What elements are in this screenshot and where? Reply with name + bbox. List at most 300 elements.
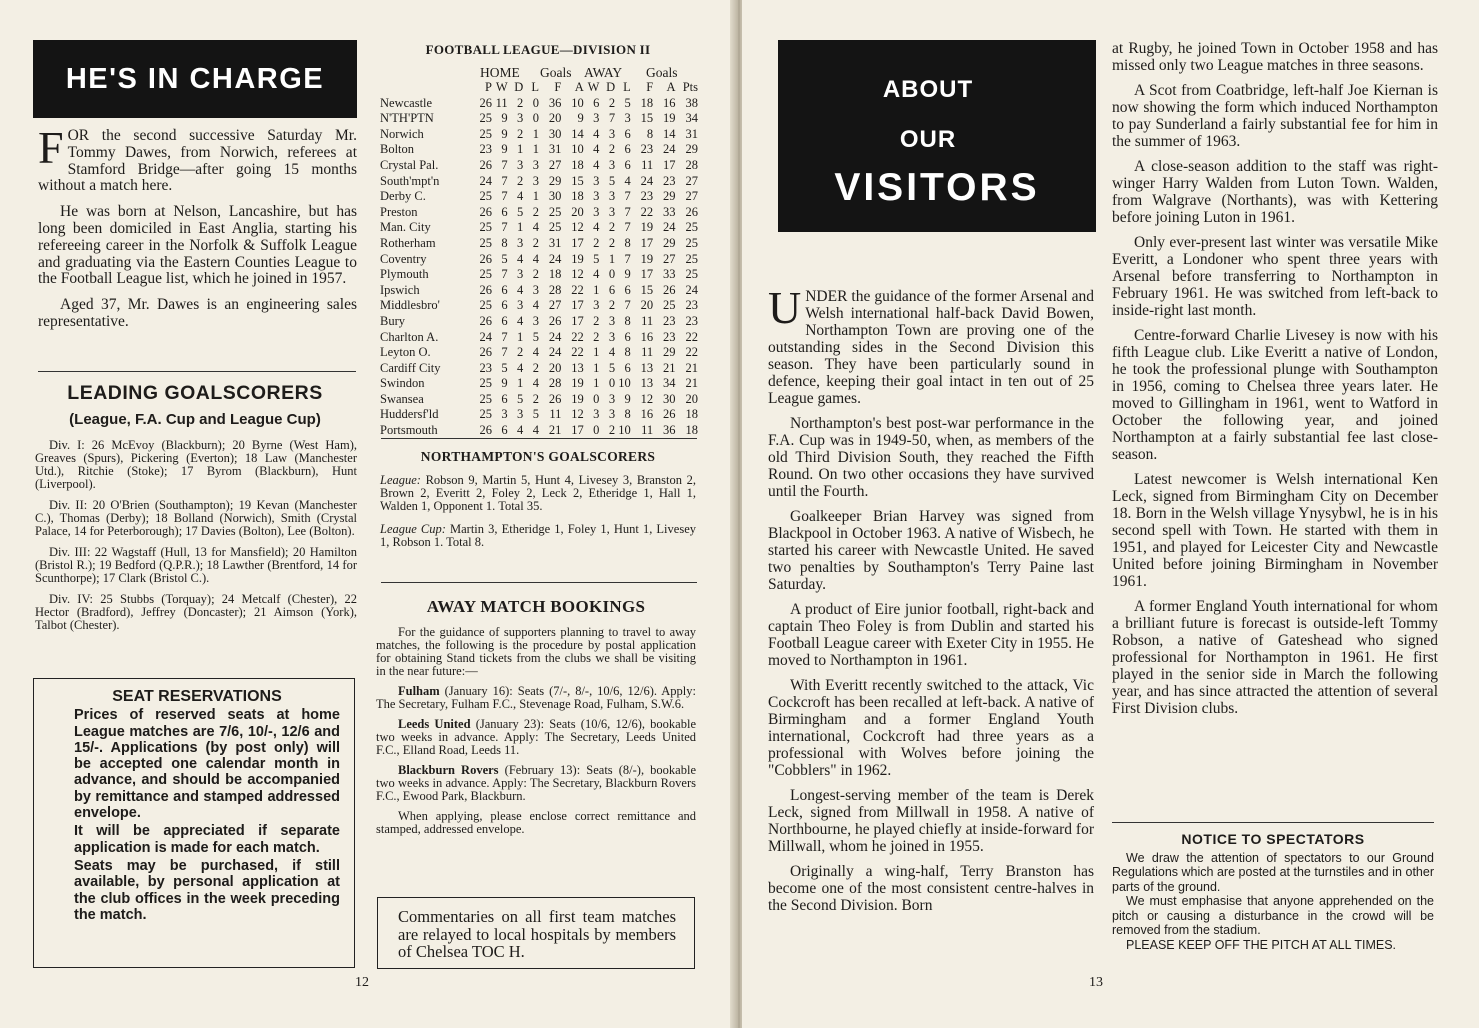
visitors-col2-paragraph-3: A close-season addition to the staff was right-winger Harry Walden from Luton Town. Walden, from Walgrave (Northants), was with Kettering before joining Luton in 1961. <box>1112 158 1438 226</box>
table-cell: 12 <box>571 220 584 235</box>
table-cell: 4 <box>532 376 539 391</box>
table-cell: 4 <box>593 267 600 282</box>
table-cell: 4 <box>593 142 600 157</box>
table-cell: 17 <box>571 313 584 328</box>
table-cell: 3 <box>593 111 600 126</box>
table-cell: 25 <box>548 220 562 235</box>
table-cell: 1 <box>593 282 600 297</box>
notice-paragraph-3: PLEASE KEEP OFF THE PITCH AT ALL TIMES. <box>1126 937 1397 952</box>
table-cell: 29 <box>663 235 676 250</box>
table-cell: 18 <box>548 267 562 282</box>
header-away: AWAY <box>584 65 623 80</box>
table-cell: 6 <box>624 157 631 172</box>
table-row <box>380 189 698 205</box>
table-cell: 3 <box>608 313 616 328</box>
div4-scorers: Div. IV: 25 Stubbs (Torquay); 24 Metcalf (Chester), 22 Hector (Bradford), Jeffrey (Doncaster); 21 Aimson (York), Talbot (Chester). <box>35 592 357 632</box>
visitors-paragraph-4: A product of Eire junior football, right-back and captain Theo Foley is from Dublin and started his Football League career with Exeter City in 1955. He moved to Northampton in 1961. <box>768 601 1094 669</box>
table-cell: 38 <box>685 95 698 110</box>
visitors-column-2 <box>1112 40 1438 717</box>
notice-paragraph-2: We must emphasise that anyone apprehended on the pitch or causing a disturbance in the crowd will be removed from the stadium. <box>1112 894 1434 937</box>
table-cell: 3 <box>517 111 524 126</box>
referee-paragraph-1: FOR the second successive Saturday Mr. Tommy Dawes, from Norwich, referees at Stamford Bridge—after going 15 months without a match here. <box>38 122 357 195</box>
table-cell: 3 <box>517 298 524 313</box>
table-cell: 25 <box>479 126 492 141</box>
table-cell: 22 <box>685 345 698 360</box>
column-header: L <box>531 80 539 94</box>
table-row <box>380 330 698 346</box>
table-cell: 21 <box>663 360 676 375</box>
table-cell: 11 <box>641 157 654 172</box>
column-header: W <box>495 80 508 94</box>
blackburn-booking: Blackburn Rovers (February 13): Seats (8/-), bookable two weeks in advance. Apply: The Secretary, Blackburn Rovers F.C., Ewood Park, Blackburn. <box>376 763 697 803</box>
table-cell: 2 <box>593 329 600 344</box>
team-name: Bury <box>380 313 405 328</box>
visitors-col2-paragraph-2: A Scot from Coatbridge, left-half Joe Kiernan is now showing the form which induced Northampton to pay Sunderland a fairly substantial fee for him in the summer of 1963. <box>1112 82 1438 150</box>
table-row <box>380 298 698 314</box>
table-cell: 22 <box>685 329 698 344</box>
table-cell: 25 <box>479 298 492 313</box>
seat-reservations-box <box>33 678 355 968</box>
table-row <box>380 220 698 236</box>
table-cell: 8 <box>624 407 631 422</box>
table-cell: 4 <box>593 157 600 172</box>
table-cell: 23 <box>479 360 492 375</box>
visitors-col2-paragraph-6: Latest newcomer is Welsh international Ken Leck, signed from Birmingham City on December 18. Born in the Welsh village Ynysybwl, he is in his second spell with Town. He started with them in 1951, and played for Leicester City and Newcastle United before joining Birmingham in November 1961. <box>1112 471 1438 590</box>
table-cell: 16 <box>640 407 654 422</box>
table-cell: 29 <box>663 345 676 360</box>
dropcap-f: F <box>38 122 64 173</box>
table-cell: 1 <box>593 345 600 360</box>
divider <box>38 371 356 372</box>
table-cell: 5 <box>501 251 508 266</box>
table-cell: 3 <box>532 313 539 328</box>
table-cell: 36 <box>548 95 562 110</box>
table-cell: 10 <box>571 142 584 157</box>
team-name: Swindon <box>380 376 425 391</box>
seat-reservations-p2: It will be appreciated if separate application is made for each match. <box>74 823 340 856</box>
table-cell: 0 <box>593 391 600 406</box>
team-name: Ipswich <box>380 282 420 297</box>
table-cell: 26 <box>479 423 492 438</box>
table-cell: 19 <box>640 220 654 235</box>
visitors-paragraph-3: Goalkeeper Brian Harvey was signed from Blackpool in October 1963. A native of Wisbech, he started his career with Newcastle United. He saved two penalties by Southampton's Terry Paine last Saturday. <box>768 508 1094 593</box>
table-cell: 3 <box>608 204 616 219</box>
banner-line-visitors: VISITORS <box>834 166 1040 209</box>
away-bookings-closing: When applying, please enclose correct remittance and stamped, addressed envelope. <box>376 809 696 836</box>
table-cell: 15 <box>571 173 584 188</box>
table-cell: 0 <box>532 95 539 110</box>
team-name: Portsmouth <box>380 423 438 438</box>
table-cell: 1 <box>517 220 524 235</box>
league-table-title: FOOTBALL LEAGUE—DIVISION II <box>425 42 651 57</box>
team-name: Norwich <box>380 126 424 141</box>
table-cell: 18 <box>571 189 584 204</box>
team-header-cell <box>380 80 470 96</box>
header-goals-away: Goals <box>646 65 678 80</box>
goalscorers-title: LEADING GOALSCORERS <box>67 382 323 404</box>
table-cell: 2 <box>532 267 539 282</box>
table-row <box>380 142 698 158</box>
table-cell: 17 <box>640 267 654 282</box>
table-cell: 25 <box>479 376 492 391</box>
visitors-col2-paragraph-4: Only ever-present last winter was versatile Mike Everitt, a Londoner who spent three years with Arsenal before transferring to Northampton in February 1961. He was switched from left-back to inside-right last month. <box>1112 234 1438 319</box>
table-cell: 7 <box>624 298 631 313</box>
table-cell: 5 <box>624 95 631 110</box>
league-table-group-headers <box>380 65 696 81</box>
table-cell: 20 <box>548 111 562 126</box>
table-cell: 15 <box>640 282 654 297</box>
table-cell: 4 <box>593 126 600 141</box>
table-row <box>380 111 698 127</box>
table-cell: 11 <box>495 95 508 110</box>
table-cell: 23 <box>663 313 676 328</box>
table-cell: 30 <box>663 391 676 406</box>
table-cell: 29 <box>685 142 698 157</box>
table-row <box>380 267 698 283</box>
table-cell: 25 <box>548 204 562 219</box>
team-name: Middlesbro' <box>380 298 440 313</box>
commentaries-text: Commentaries on all first team matches are relayed to local hospitals by members of Chelsea TOC H. <box>398 907 676 961</box>
table-cell: 2 <box>608 220 616 235</box>
table-cell: 3 <box>608 329 616 344</box>
table-cell: 17 <box>571 423 584 438</box>
table-cell: 6 <box>501 282 508 297</box>
table-cell: 13 <box>571 360 584 375</box>
table-cell: 10 <box>571 95 584 110</box>
table-cell: 0 <box>593 423 600 438</box>
table-cell: 6 <box>624 360 631 375</box>
table-row <box>380 127 698 143</box>
hes-in-charge-banner <box>33 40 357 118</box>
table-cell: 18 <box>685 423 698 438</box>
table-cell: 19 <box>640 251 654 266</box>
table-cell: 27 <box>548 298 562 313</box>
table-row <box>380 174 698 190</box>
table-cell: 11 <box>641 345 654 360</box>
left-page <box>0 0 736 1028</box>
table-cell: 31 <box>685 126 698 141</box>
table-row <box>380 158 698 174</box>
table-cell: 26 <box>479 204 492 219</box>
table-row <box>380 423 698 439</box>
table-cell: 23 <box>479 142 492 157</box>
table-cell: 3 <box>608 189 616 204</box>
table-cell: 9 <box>501 111 508 126</box>
table-cell: 22 <box>571 329 584 344</box>
team-name: South'mpt'n <box>380 173 440 188</box>
team-name: Leyton O. <box>380 345 431 360</box>
table-cell: 4 <box>624 173 631 188</box>
table-cell: 1 <box>532 126 539 141</box>
table-cell: 3 <box>608 391 616 406</box>
team-name: Cardiff City <box>380 360 441 375</box>
visitors-paragraph-6: Longest-serving member of the team is Derek Leck, signed from Millwall in 1958. A native of Northbourne, he played chiefly at inside-forward for Millwall, whom he joined in 1955. <box>768 787 1094 855</box>
table-cell: 4 <box>532 220 539 235</box>
column-header: D <box>606 80 616 94</box>
team-name: Crystal Pal. <box>380 157 439 172</box>
team-name: Newcastle <box>380 95 433 110</box>
right-page <box>742 0 1479 1028</box>
table-cell: 23 <box>663 329 676 344</box>
table-cell: 24 <box>479 329 492 344</box>
table-cell: 25 <box>479 407 492 422</box>
team-name: Coventry <box>380 251 427 266</box>
table-cell: 34 <box>663 376 676 391</box>
table-cell: 4 <box>517 282 524 297</box>
divider <box>1112 822 1434 823</box>
table-cell: 28 <box>548 282 562 297</box>
table-cell: 2 <box>608 423 616 438</box>
referee-paragraph-2: He was born at Nelson, Lancashire, but has long been domiciled in East Anglia, starting his refereeing career in the Norfolk & Suffolk League and graduating via the Eastern Counties League to the Football League list, which he joined in 1957. <box>38 203 357 288</box>
table-cell: 4 <box>517 313 524 328</box>
table-cell: 12 <box>571 267 584 282</box>
table-cell: 5 <box>517 391 524 406</box>
table-cell: 24 <box>548 251 562 266</box>
table-cell: 7 <box>624 220 631 235</box>
table-cell: 4 <box>532 423 539 438</box>
column-header: P <box>485 80 492 94</box>
table-cell: 7 <box>608 111 616 126</box>
column-header: F <box>554 80 562 94</box>
table-cell: 25 <box>685 220 698 235</box>
table-cell: 18 <box>685 407 698 422</box>
table-cell: 1 <box>532 189 539 204</box>
table-cell: 3 <box>593 407 600 422</box>
table-cell: 26 <box>479 157 492 172</box>
table-row <box>380 283 698 299</box>
table-cell: 3 <box>532 282 539 297</box>
table-cell: 2 <box>532 360 539 375</box>
northampton-scorers-title: NORTHAMPTON'S GOALSCORERS <box>420 449 656 464</box>
table-cell: 10 <box>618 376 631 391</box>
table-cell: 5 <box>501 360 508 375</box>
div3-scorers: Div. III: 22 Wagstaff (Hull, 13 for Mansfield); 20 Hamilton (Bristol R.); 19 Bedford (Q.P.R.); 18 Lawther (Brentford, 14 for Scunthorpe); 17 Clark (Bristol C.). <box>35 545 357 585</box>
divider <box>381 438 697 439</box>
table-cell: 19 <box>663 111 676 126</box>
table-cell: 3 <box>517 267 524 282</box>
table-cell: 25 <box>685 235 698 250</box>
table-row <box>380 345 698 361</box>
table-cell: 24 <box>663 142 676 157</box>
table-cell: 21 <box>685 360 698 375</box>
table-cell: 19 <box>571 391 584 406</box>
table-cell: 4 <box>517 251 524 266</box>
table-row <box>380 376 698 392</box>
team-name: Man. City <box>380 220 431 235</box>
table-cell: 6 <box>624 126 631 141</box>
table-cell: 26 <box>548 391 562 406</box>
banner-line-about: ABOUT <box>882 76 974 103</box>
table-cell: 29 <box>663 189 676 204</box>
table-cell: 26 <box>479 282 492 297</box>
table-row <box>380 205 698 221</box>
table-cell: 14 <box>663 126 676 141</box>
table-cell: 14 <box>571 126 584 141</box>
table-cell: 26 <box>548 313 562 328</box>
column-header: F <box>646 80 654 94</box>
table-cell: 2 <box>593 235 600 250</box>
table-cell: 3 <box>593 189 600 204</box>
team-name: Bolton <box>380 142 415 157</box>
northampton-scorers-text <box>380 474 696 549</box>
table-cell: 36 <box>663 423 676 438</box>
table-cell: 21 <box>685 376 698 391</box>
table-cell: 0 <box>532 111 539 126</box>
table-cell: 1 <box>517 142 524 157</box>
table-cell: 19 <box>571 376 584 391</box>
table-cell: 3 <box>517 235 524 250</box>
table-cell: 3 <box>532 173 539 188</box>
table-cell: 11 <box>641 313 654 328</box>
table-cell: 7 <box>624 204 631 219</box>
table-cell: 29 <box>548 173 562 188</box>
league-table-header-row <box>380 80 698 96</box>
goalscorers-subtitle: (League, F.A. Cup and League Cup) <box>69 411 321 428</box>
table-cell: 3 <box>593 204 600 219</box>
table-cell: 2 <box>532 204 539 219</box>
table-cell: 9 <box>577 111 584 126</box>
table-cell: 23 <box>685 298 698 313</box>
table-row <box>380 407 698 423</box>
table-row <box>380 96 698 112</box>
table-cell: 2 <box>608 298 616 313</box>
table-cell: 5 <box>608 360 616 375</box>
table-cell: 31 <box>548 235 562 250</box>
northampton-cup-scorers: League Cup: Martin 3, Etheridge 1, Foley 1, Hunt 1, Livesey 1, Robson 1. Total 8. <box>380 522 696 549</box>
table-cell: 4 <box>517 360 524 375</box>
table-cell: 6 <box>624 142 631 157</box>
table-cell: 7 <box>501 345 508 360</box>
table-cell: 2 <box>517 126 524 141</box>
table-cell: 4 <box>608 345 616 360</box>
table-cell: 9 <box>624 267 631 282</box>
table-cell: 13 <box>640 376 654 391</box>
table-cell: 26 <box>479 313 492 328</box>
table-cell: 25 <box>685 251 698 266</box>
visitors-paragraph-1: UNDER the guidance of the former Arsenal and Welsh international half-back David Bowen, Northampton Town are proving one of the outstanding sides in the Second Division this season. They have been particularly sound in defence, keeping their goal intact in ten out of 25 League games. <box>768 282 1094 407</box>
table-cell: 7 <box>501 157 508 172</box>
team-name: Derby C. <box>380 189 426 204</box>
table-cell: 20 <box>571 204 584 219</box>
table-cell: 3 <box>608 126 616 141</box>
seat-reservations-title: SEAT RESERVATIONS <box>112 688 282 705</box>
table-cell: 1 <box>593 360 600 375</box>
table-cell: 9 <box>624 391 631 406</box>
team-name: Rotherham <box>380 235 436 250</box>
table-cell: 26 <box>685 204 698 219</box>
table-cell: 25 <box>479 111 492 126</box>
table-cell: 24 <box>663 220 676 235</box>
about-our-visitors-banner <box>778 40 1096 232</box>
divider <box>381 582 697 583</box>
table-cell: 2 <box>517 345 524 360</box>
table-cell: 4 <box>593 220 600 235</box>
banner-line-our: OUR <box>899 126 957 153</box>
team-name: Swansea <box>380 391 424 406</box>
team-name: Huddersf'ld <box>380 407 439 422</box>
table-cell: 4 <box>517 189 524 204</box>
table-cell: 23 <box>663 173 676 188</box>
table-cell: 22 <box>571 345 584 360</box>
table-cell: 6 <box>501 298 508 313</box>
table-cell: 1 <box>517 376 524 391</box>
table-cell: 25 <box>479 235 492 250</box>
header-goals-home: Goals <box>540 65 572 80</box>
northampton-league-scorers: League: Robson 9, Martin 5, Hunt 4, Livesey 3, Branston 2, Brown 2, Everitt 2, Foley 2, Leck 2, Etheridge 1, Hall 1, Walden 1, Opponent 1. Total 35. <box>380 473 696 513</box>
table-cell: 3 <box>517 407 524 422</box>
away-bookings-title: AWAY MATCH BOOKINGS <box>426 597 646 616</box>
team-name: N'TH'PTN <box>380 111 434 126</box>
visitors-col2-paragraph-1: at Rugby, he joined Town in October 1958 and has missed only two League matches in three seasons. <box>1112 40 1438 74</box>
table-cell: 25 <box>479 267 492 282</box>
table-cell: 6 <box>624 329 631 344</box>
table-cell: 26 <box>479 251 492 266</box>
page-number-left: 12 <box>355 975 369 990</box>
table-cell: 7 <box>624 189 631 204</box>
notice-title: NOTICE TO SPECTATORS <box>1181 831 1365 847</box>
table-cell: 27 <box>685 189 698 204</box>
goalscorers-list <box>35 439 357 632</box>
table-cell: 7 <box>501 173 508 188</box>
table-cell: 26 <box>663 282 676 297</box>
table-cell: 26 <box>479 345 492 360</box>
table-cell: 3 <box>608 157 616 172</box>
table-cell: 1 <box>532 142 539 157</box>
table-cell: 8 <box>624 313 631 328</box>
table-cell: 23 <box>640 189 654 204</box>
hes-in-charge-title: HE'S IN CHARGE <box>65 62 325 95</box>
div2-scorers: Div. II: 20 O'Brien (Southampton); 19 Kevan (Manchester C.), Thomas (Derby); 18 Bolland (Norwich), Smith (Crystal Palace, 14 for Peterborough); 17 Davies (Bolton), Lee (Bolton). <box>35 498 357 538</box>
table-cell: 20 <box>548 360 562 375</box>
notice-to-spectators <box>1112 832 1434 952</box>
leeds-booking: Leeds United (January 23): Seats (10/6, 12/6), bookable two weeks in advance. Apply: The Secretary, Leeds United F.C., Elland Road, Leeds 11. <box>376 717 696 757</box>
table-cell: 9 <box>501 126 508 141</box>
table-cell: 3 <box>593 173 600 188</box>
table-cell: 3 <box>593 298 600 313</box>
table-cell: 25 <box>479 189 492 204</box>
table-cell: 7 <box>501 329 508 344</box>
table-cell: 8 <box>501 235 508 250</box>
table-cell: 3 <box>624 111 631 126</box>
table-cell: 2 <box>608 235 616 250</box>
table-cell: 0 <box>608 267 616 282</box>
column-header: A <box>666 80 676 94</box>
visitors-col2-paragraph-5: Centre-forward Charlie Livesey is now with his fifth League club. Like Everitt a native of London, he took the professional plunge with Southampton in 1956, coming to Chelsea three years later. He moved to Gillingham in 1961, went to Watford in October the following year, and joined Northampton at a fairly substantial fee last close-season. <box>1112 327 1438 463</box>
table-cell: 18 <box>571 157 584 172</box>
column-header: A <box>574 80 584 94</box>
table-cell: 25 <box>685 267 698 282</box>
visitors-paragraph-5: With Everitt recently switched to the attack, Vic Cockcroft has been recalled at left-back. A native of Birmingham and a former England Youth international, Cockcroft had three years as a professional with Wolves before joining the "Cobblers" in 1962. <box>768 677 1094 779</box>
table-cell: 30 <box>548 126 562 141</box>
table-cell: 28 <box>548 376 562 391</box>
table-cell: 24 <box>548 345 562 360</box>
table-cell: 20 <box>685 391 698 406</box>
table-cell: 4 <box>532 298 539 313</box>
table-cell: 17 <box>571 235 584 250</box>
table-cell: 1 <box>593 376 600 391</box>
table-cell: 10 <box>618 423 631 438</box>
page-number-right: 13 <box>1089 975 1103 990</box>
table-cell: 5 <box>532 329 539 344</box>
table-cell: 17 <box>663 157 676 172</box>
table-cell: 22 <box>571 282 584 297</box>
referee-paragraph-3: Aged 37, Mr. Dawes is an engineering sales representative. <box>38 296 357 330</box>
notice-paragraph-1: We draw the attention of spectators to our Ground Regulations which are posted at the turnstiles and in other parts of the ground. <box>1112 850 1434 894</box>
table-cell: 34 <box>685 111 698 126</box>
table-cell: 2 <box>532 235 539 250</box>
table-cell: 25 <box>479 220 492 235</box>
table-cell: 21 <box>548 423 562 438</box>
